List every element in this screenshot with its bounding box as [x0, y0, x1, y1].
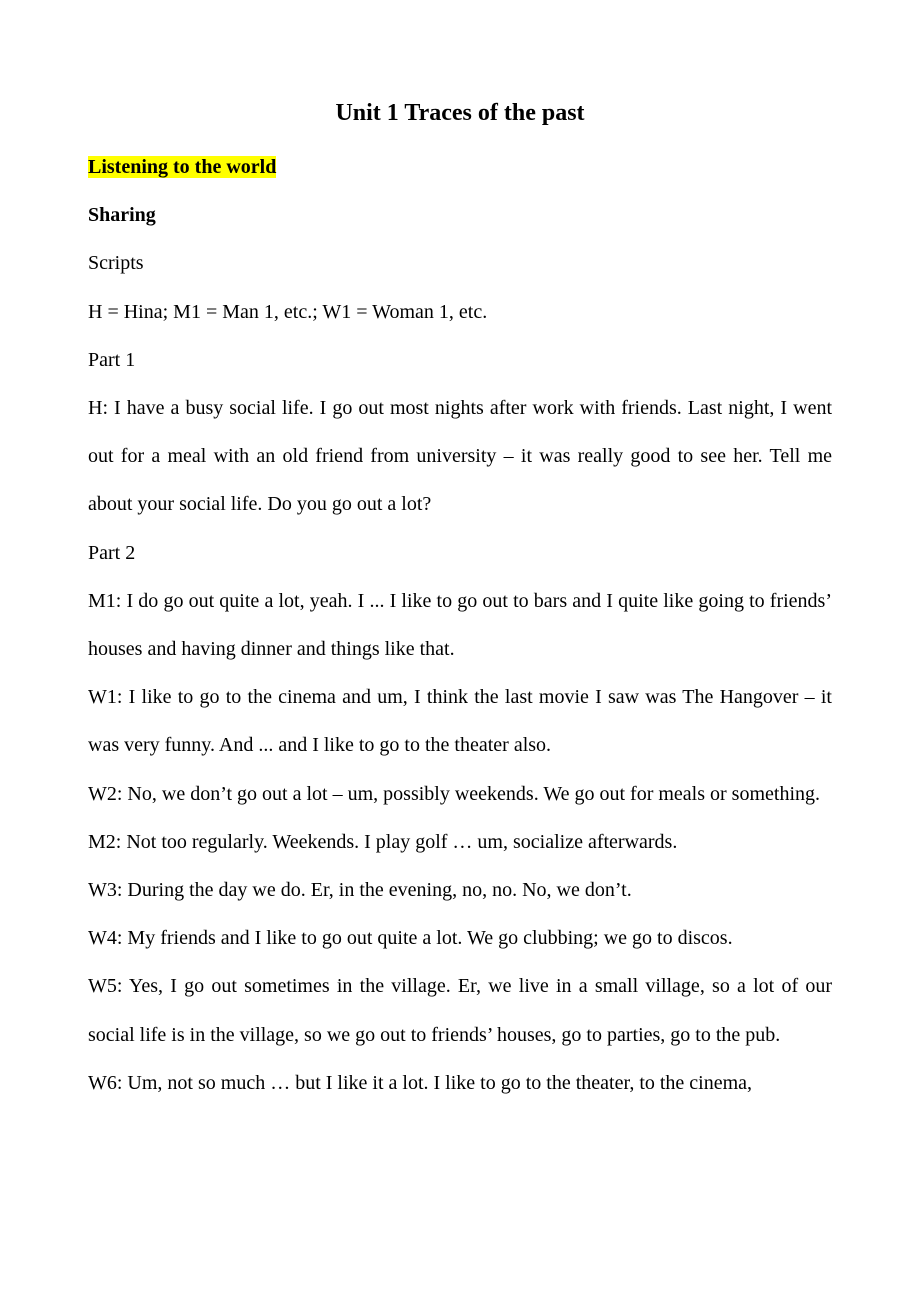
part-1-label: Part 1 — [88, 348, 136, 371]
subheading: Sharing — [88, 204, 156, 227]
speaker-key: H = Hina; M1 = Man 1, etc.; W1 = Woman 1, etc. — [88, 300, 488, 323]
transcript-line-m1: M1: I do go out quite a lot, yeah. I ... I like to go out to bars and I quite like going to friends’ houses and having dinner and things like that. — [88, 589, 832, 661]
section-heading: Listening to the world — [88, 156, 277, 178]
document-title: Unit 1 Traces of the past — [335, 100, 585, 126]
transcript-line-w6: W6: Um, not so much … but I like it a lot. I like to go to the theater, to the cinema, — [88, 1071, 753, 1094]
transcript-line-w5: W5: Yes, I go out sometimes in the village. Er, we live in a small village, so a lot of our social life is in the village, so we go out to friends’ houses, go to parties, go to the pub. — [88, 975, 832, 1046]
transcript-line-h: H: I have a busy social life. I go out most nights after work with friends. Last night, I went out for a meal with an old friend from university – it was really good to see her. Tell me about your social life. Do you go out a lot? — [88, 397, 832, 516]
transcript-line-w4: W4: My friends and I like to go out quite a lot. We go clubbing; we go to discos. — [88, 927, 733, 950]
document-body — [88, 143, 832, 1107]
transcript-line-w3: W3: During the day we do. Er, in the evening, no, no. No, we don’t. — [88, 879, 632, 902]
section-heading-line — [88, 143, 832, 191]
scripts-label: Scripts — [88, 252, 144, 275]
transcript-line-w1: W1: I like to go to the cinema and um, I think the last movie I saw was The Hangover – it was very funny. And ... and I like to go to the theater also. — [88, 686, 832, 757]
part-2-label: Part 2 — [88, 541, 136, 564]
transcript-line-m2: M2: Not too regularly. Weekends. I play golf … um, socialize afterwards. — [88, 830, 678, 853]
transcript-line-w2: W2: No, we don’t go out a lot – um, possibly weekends. We go out for meals or something. — [88, 782, 821, 805]
